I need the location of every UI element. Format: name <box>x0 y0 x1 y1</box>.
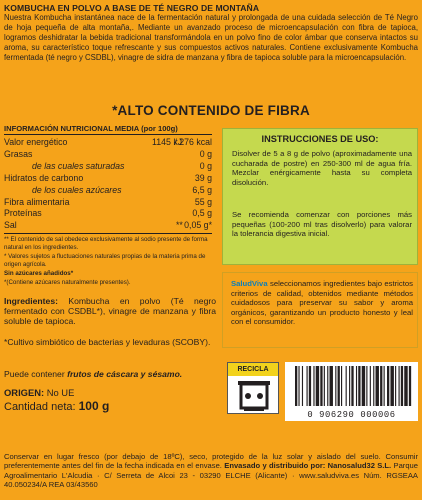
nutrition-mid: ** <box>176 220 183 231</box>
nutrition-label: de los cuales azúcares <box>32 184 122 195</box>
barcode-bar <box>298 366 299 406</box>
barcode-bar <box>362 366 365 406</box>
net-value: 100 g <box>78 399 110 413</box>
recycle-bin-icon <box>228 376 280 414</box>
product-title: KOMBUCHA EN POLVO A BASE DE TÉ NEGRO DE MONTAÑA <box>4 3 260 13</box>
net-quantity <box>4 399 109 413</box>
nutrition-value: 0 g <box>199 160 212 171</box>
allergen-list: frutos de cáscara y sésamo. <box>67 369 183 379</box>
recycle-logo <box>227 362 279 414</box>
fiber-headline: *ALTO CONTENIDO DE FIBRA <box>112 103 310 118</box>
barcode <box>285 362 418 421</box>
barcode-bar <box>309 366 311 406</box>
nutrition-label: Grasas <box>4 148 33 159</box>
nutrition-row <box>4 208 212 219</box>
barcode-bar <box>313 366 314 406</box>
brand-description: seleccionamos ingredientes bajo estrictos criterios de calidad, obtenidos mediante métodos cuidadosos para preservar su sabor y aroma orgánicos, garantizando un producto honesto y leal con el consumidor. <box>231 279 413 327</box>
sugar-note: *(Contiene azúcares naturalmente presentes). <box>4 279 131 286</box>
barcode-bar <box>387 366 389 406</box>
nutrition-label: Hidratos de carbono <box>4 172 84 183</box>
barcode-bar <box>349 366 350 406</box>
nutrition-row <box>4 173 212 184</box>
nutrition-value: 0,05 g* <box>184 220 212 231</box>
salt-note: ** El contenido de sal obedece exclusivamente al sodio presente de forma natural en los ingredientes. <box>4 236 208 251</box>
net-label: Cantidad neta: <box>4 401 79 413</box>
barcode-bar <box>327 366 328 406</box>
ingredients-label: Ingredientes: <box>4 296 58 306</box>
nutrition-row <box>4 137 212 148</box>
nutrition-label: Sal <box>4 220 17 231</box>
footer <box>4 452 418 490</box>
ingredients <box>4 296 216 327</box>
nutrition-heading: INFORMACIÓN NUTRICIONAL MEDIA (por 100g) <box>4 124 178 133</box>
footer-company: Envasado y distribuido por: Nanosalud32 S.L. <box>224 461 392 471</box>
barcode-bar <box>330 366 333 406</box>
barcode-bar <box>401 366 403 406</box>
barcode-bar <box>373 366 374 406</box>
brand-text <box>231 279 413 327</box>
fluctuation-note: * Valores sujetos a fluctuaciones naturales propias de la materia prima de origen agrícola. <box>4 253 206 268</box>
nutrition-value: 0,5 g <box>192 208 212 219</box>
origin <box>4 387 74 398</box>
barcode-bar <box>335 366 336 406</box>
barcode-bar <box>384 366 385 406</box>
barcode-bar <box>366 366 367 406</box>
barcode-bar <box>370 366 371 406</box>
barcode-bar <box>295 366 297 406</box>
nutrition-row <box>4 185 212 196</box>
barcode-bar <box>356 366 357 406</box>
barcode-bar <box>307 366 308 406</box>
nutrition-value: 0 g <box>199 148 212 159</box>
barcode-bar <box>358 366 360 406</box>
nutrition-row <box>4 161 212 172</box>
origin-label: ORIGEN: <box>4 387 45 398</box>
nutrition-value: / 276 kcal <box>174 137 212 147</box>
nutrition-row <box>4 149 212 160</box>
product-description: Nuestra Kombucha instantánea nace de la fermentación natural y prolongada de una cuidada selección de Té Negro de hoja pequeña de alta montaña,. Mediante un avanzado proceso de microencapsulación con fibra de tapioca, logramos deshidratar la bebida tradicional transformándola en un polvo fino de color ámbar que conserva intactos su aroma, su característico toque refrescante y sus compuestos activos naturales. Contiene exclusivamente Kombucha fermentada (té negro y CSDBL), vinagre de sidra de manzana y fibra de tapioca soluble para la microencapsulación. <box>4 13 418 62</box>
barcode-bar <box>324 366 325 406</box>
instructions-title: INSTRUCCIONES DE USO: <box>261 134 379 144</box>
footer-storage: Conservar en lugar fresco (por debajo de 18ºC), seco, protegido de la luz solar y aislado del suelo. Consumir preferentemente antes del fin de la fecha indicada en el envase. <box>4 452 418 471</box>
recycle-label: RECICLA <box>228 363 278 376</box>
barcode-bar <box>399 366 400 406</box>
instructions-text-2: Se recomienda comenzar con porciones más pequeñas (100-200 ml tras disolverlo) para valorar la tolerancia digestiva inicial. <box>232 210 412 239</box>
nutrition-rule-bottom <box>4 233 212 234</box>
nutrition-value: 55 g <box>194 196 212 207</box>
cultivo-note: *Cultivo simbiótico de bacterias y levaduras (SCOBY). <box>4 337 211 347</box>
barcode-bar <box>338 366 340 406</box>
instructions-text-1: Disolver de 5 a 8 g de polvo (aproximadamente una cucharada de postre) en 250-300 ml de agua fría. Mezclar enérgicamente hasta su completa disolución. <box>232 149 412 187</box>
allergen-prefix: Puede contener <box>4 369 68 379</box>
barcode-bar <box>302 366 303 406</box>
nutrition-value: 39 g <box>194 172 212 183</box>
nutrition-value: 6,5 g <box>192 184 212 195</box>
barcode-bar <box>376 366 379 406</box>
barcode-bars <box>285 364 418 410</box>
no-sugar-title: Sin azúcares añadidos* <box>4 270 74 277</box>
barcode-bar <box>404 366 407 406</box>
footer-address: Parque Agroalimentario L'Alcudia · C/ Serreta de Alcoi 23 - 03290 ELCHE (Alicante) · www.saludviva.es Núm. RGSEAA 40.050234/A REA 03/43560 <box>4 461 418 490</box>
brand-box <box>222 272 418 348</box>
barcode-bar <box>341 366 342 406</box>
barcode-bar <box>409 366 411 406</box>
nutrition-label: Valor energético <box>4 137 68 147</box>
nutrition-mid: 1145 kJ <box>152 137 183 147</box>
barcode-bar <box>390 366 393 406</box>
brand-name: SaludViva <box>231 279 268 288</box>
barcode-bar <box>346 366 347 406</box>
barcode-bar <box>320 366 322 406</box>
barcode-bar <box>380 366 382 406</box>
instructions-box <box>222 128 418 265</box>
barcode-number: 0 906290 000006 <box>307 410 396 420</box>
barcode-bar <box>351 366 353 406</box>
barcode-bar <box>316 366 319 406</box>
allergen-note <box>4 369 216 379</box>
nutrition-row <box>4 220 212 231</box>
nutrition-label: de las cuales saturadas <box>32 160 125 171</box>
nutrition-row <box>4 197 212 208</box>
nutrition-label: Fibra alimentaria <box>4 196 70 207</box>
ingredients-text: Kombucha en polvo (Té negro fermentado con CSDBL*), vinagre de manzana y fibra soluble de tapioca. <box>4 296 216 327</box>
origin-value: No UE <box>44 387 75 398</box>
nutrition-label: Proteínas <box>4 208 42 219</box>
barcode-bar <box>395 366 396 406</box>
nutrition-rule-top <box>4 134 212 135</box>
